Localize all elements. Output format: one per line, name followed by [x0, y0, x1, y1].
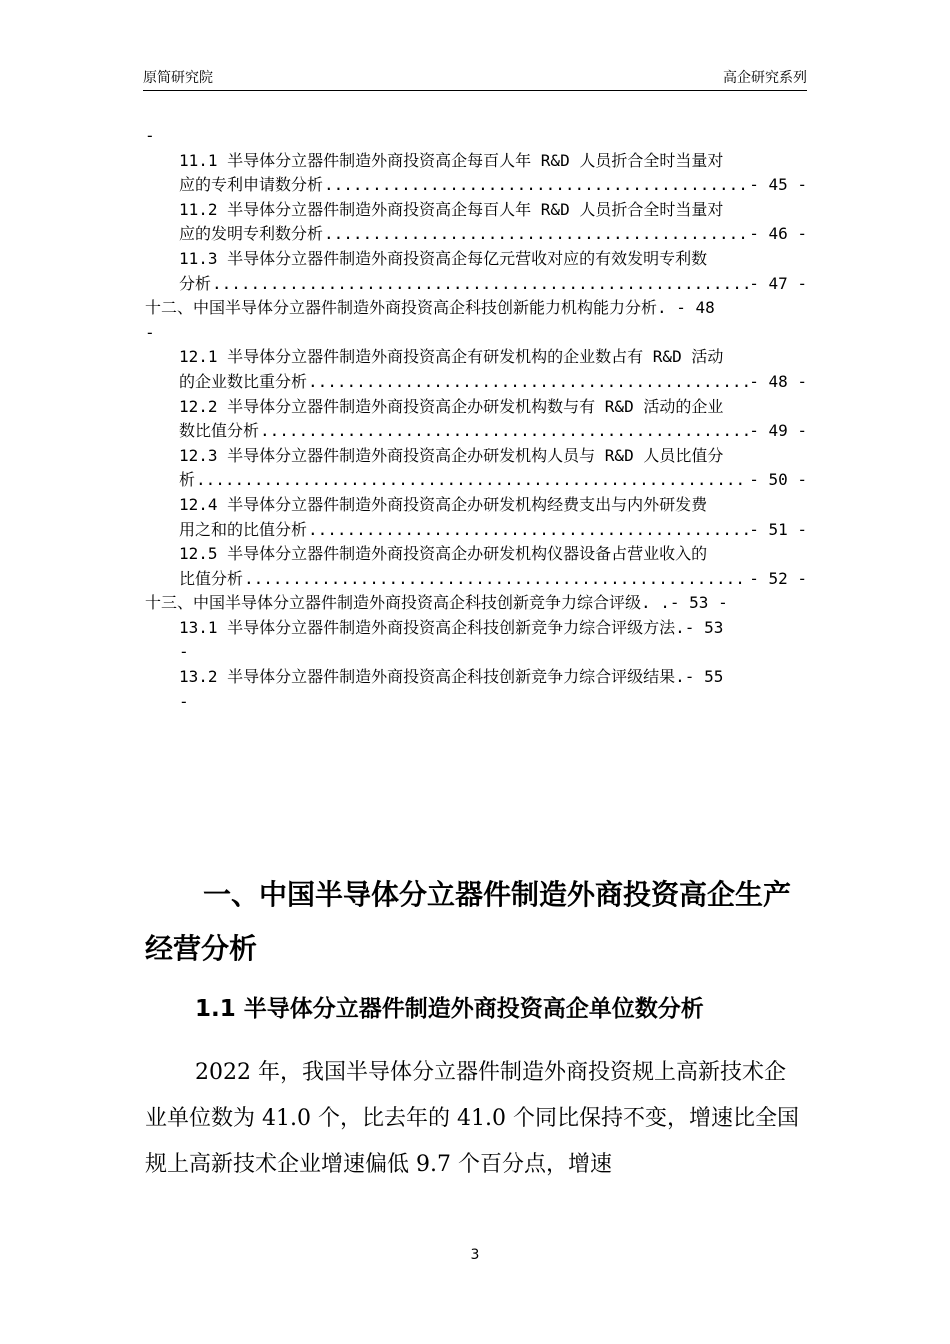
toc-entry-tail: - — [179, 691, 189, 711]
toc-leader — [244, 567, 748, 592]
toc-entry[interactable] — [145, 395, 807, 444]
toc-entry[interactable] — [145, 345, 807, 394]
subsection-heading: 1.1 半导体分立器件制造外商投资高企单位数分析 — [195, 996, 704, 1022]
toc-entry[interactable] — [145, 247, 807, 296]
toc-leader — [324, 173, 748, 198]
toc-entry[interactable] — [145, 665, 807, 714]
toc-entry-tail: - — [179, 642, 189, 662]
toc-entry-title-cont: 数比值分析 — [179, 421, 260, 441]
toc-entry-title: 13.2 半导体分立器件制造外商投资高企科技创新竞争力综合评级结果.- 55 — [179, 667, 724, 687]
toc-page-number: - 47 - — [749, 273, 807, 293]
toc-entry[interactable] — [145, 542, 807, 591]
toc-entry-title-cont: 析 — [179, 470, 196, 490]
toc-entry-title: 12.2 半导体分立器件制造外商投资高企办研发机构数与有 R&D 活动的企业 — [179, 396, 724, 416]
toc-chapter[interactable] — [145, 296, 807, 345]
toc-leader — [308, 518, 748, 543]
toc-page-number: - 48 - — [749, 371, 807, 391]
toc-entry-title-cont: 应的专利申请数分析 — [179, 175, 324, 195]
table-of-contents — [145, 124, 807, 714]
toc-chapter-title: 十二、中国半导体分立器件制造外商投资高企科技创新能力机构能力分析. - 48 — [145, 298, 715, 318]
toc-entry-title-cont: 用之和的比值分析 — [179, 519, 308, 539]
toc-entry-title: 12.3 半导体分立器件制造外商投资高企办研发机构人员与 R&D 人员比值分 — [179, 445, 724, 465]
toc-entry-title: 11.1 半导体分立器件制造外商投资高企每百人年 R&D 人员折合全时当量对 — [179, 150, 724, 170]
body-paragraph: 2022 年，我国半导体分立器件制造外商投资规上高新技术企业单位数为 41.0 个，比去年的 41.0 个同比保持不变，增速比全国规上高新技术企业增速偏低 9.7 个百分点，增速 — [145, 1060, 799, 1177]
toc-entry[interactable] — [145, 198, 807, 247]
toc-chapter-tail: - — [145, 322, 155, 342]
toc-leader — [260, 419, 748, 444]
toc-leader — [196, 468, 748, 493]
toc-entry-title-cont: 分析 — [179, 273, 212, 293]
toc-entry[interactable] — [145, 444, 807, 493]
toc-entry-title-cont: 比值分析 — [179, 568, 244, 588]
toc-page-number: - 50 - — [749, 470, 807, 490]
page-number: 3 — [470, 1247, 480, 1263]
toc-entry-title: 13.1 半导体分立器件制造外商投资高企科技创新竞争力综合评级方法.- 53 — [179, 617, 724, 637]
toc-entry-title: 12.4 半导体分立器件制造外商投资高企办研发机构经费支出与内外研发费 — [179, 494, 708, 514]
header-left: 原简研究院 — [143, 70, 213, 86]
toc-entry[interactable] — [145, 616, 807, 665]
toc-entry-title: 12.1 半导体分立器件制造外商投资高企有研发机构的企业数占有 R&D 活动 — [179, 347, 724, 367]
toc-entry[interactable] — [145, 493, 807, 542]
toc-leader — [324, 222, 748, 247]
toc-entry-title-cont: 的企业数比重分析 — [179, 371, 308, 391]
toc-page-number: - 51 - — [749, 519, 807, 539]
toc-chapter[interactable] — [145, 591, 807, 616]
section-heading: 一、中国半导体分立器件制造外商投资高企生产经营分析 — [145, 878, 792, 965]
toc-chapter-title: 十三、中国半导体分立器件制造外商投资高企科技创新竞争力综合评级. .- 53 - — [145, 593, 728, 613]
toc-page-number: - 46 - — [749, 224, 807, 244]
toc-page-number: - 45 - — [749, 175, 807, 195]
header-right: 高企研究系列 — [723, 70, 807, 86]
toc-lead-dash: - — [145, 126, 155, 145]
toc-leader — [308, 370, 748, 395]
toc-entry-title: 12.5 半导体分立器件制造外商投资高企办研发机构仪器设备占营业收入的 — [179, 544, 708, 564]
toc-page-number: - 52 - — [749, 568, 807, 588]
toc-entry-title-cont: 应的发明专利数分析 — [179, 224, 324, 244]
toc-page-number: - 49 - — [749, 421, 807, 441]
toc-entry-title: 11.3 半导体分立器件制造外商投资高企每亿元营收对应的有效发明专利数 — [179, 248, 708, 268]
header-rule — [143, 90, 807, 91]
toc-entry-title: 11.2 半导体分立器件制造外商投资高企每百人年 R&D 人员折合全时当量对 — [179, 199, 724, 219]
toc-entry[interactable] — [145, 149, 807, 198]
toc-leader — [212, 272, 748, 297]
